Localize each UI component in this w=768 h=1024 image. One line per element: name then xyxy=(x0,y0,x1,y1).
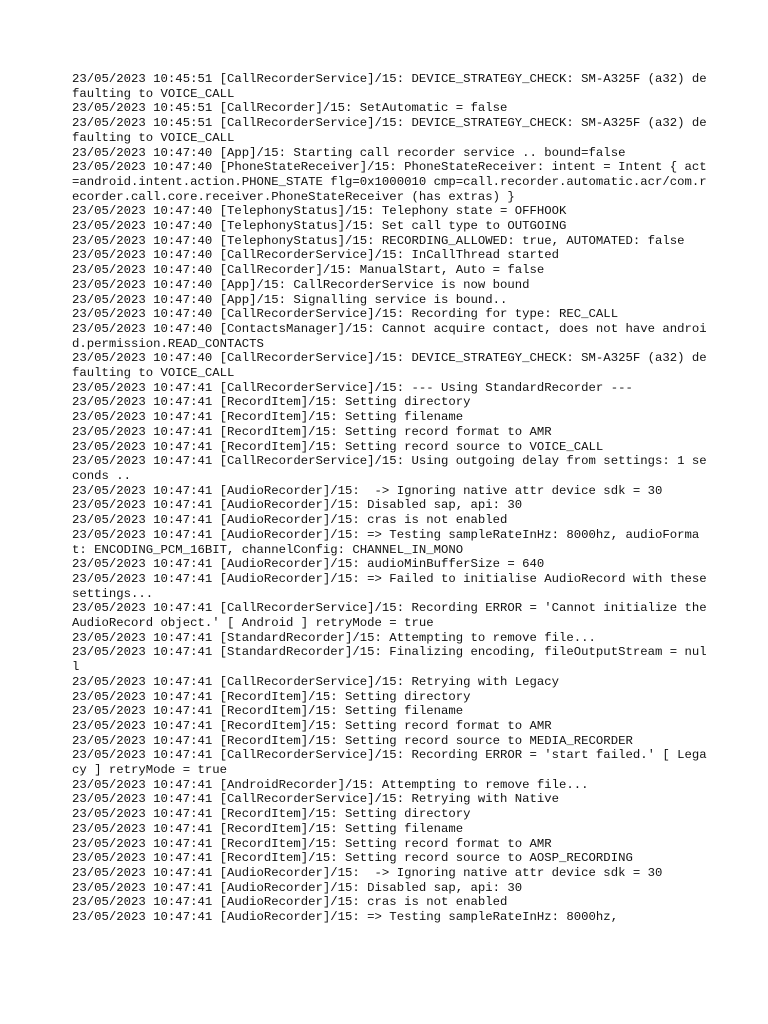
log-line: 23/05/2023 10:47:40 [TelephonyStatus]/15: Telephony state = OFFHOOK xyxy=(72,204,567,219)
log-line: 23/05/2023 10:47:40 [App]/15: Signalling service is bound.. xyxy=(72,292,508,307)
log-line: 23/05/2023 10:47:40 [TelephonyStatus]/15: Set call type to OUTGOING xyxy=(72,219,567,234)
log-line: 23/05/2023 10:47:41 [AudioRecorder]/15: cras is not enabled xyxy=(72,895,508,910)
log-line: 23/05/2023 10:47:41 [RecordItem]/15: Setting filename xyxy=(72,704,464,719)
log-line: 23/05/2023 10:47:40 [CallRecorderService]/15: DEVICE_STRATEGY_CHECK: SM-A325F (a32) defaulting to VOICE_CALL xyxy=(72,351,707,381)
log-line: 23/05/2023 10:47:40 [PhoneStateReceiver]/15: PhoneStateReceiver: intent = Intent { act=android.intent.action.PHONE_STATE flg=0x1000010 cmp=call.recorder.automatic.acr/com.recorder.call.core.receiver.PhoneStateReceiver (has extras) } xyxy=(72,160,707,204)
log-line: 23/05/2023 10:47:41 [AudioRecorder]/15: Disabled sap, api: 30 xyxy=(72,498,523,513)
log-line: 23/05/2023 10:45:51 [CallRecorderService]/15: DEVICE_STRATEGY_CHECK: SM-A325F (a32) defaulting to VOICE_CALL xyxy=(72,72,707,101)
log-line: 23/05/2023 10:47:41 [RecordItem]/15: Setting record source to VOICE_CALL xyxy=(72,439,604,454)
log-text-block xyxy=(72,72,715,925)
log-line: 23/05/2023 10:47:41 [RecordItem]/15: Setting directory xyxy=(72,395,471,410)
log-line: 23/05/2023 10:47:41 [RecordItem]/15: Setting record format to AMR xyxy=(72,424,552,439)
log-line: 23/05/2023 10:47:40 [CallRecorder]/15: ManualStart, Auto = false xyxy=(72,263,545,278)
log-line: 23/05/2023 10:47:40 [ContactsManager]/15: Cannot acquire contact, does not have android.permission.READ_CONTACTS xyxy=(72,321,707,351)
log-line: 23/05/2023 10:47:41 [RecordItem]/15: Setting record source to AOSP_RECORDING xyxy=(72,851,633,866)
log-line: 23/05/2023 10:45:51 [CallRecorderService]/15: DEVICE_STRATEGY_CHECK: SM-A325F (a32) defaulting to VOICE_CALL xyxy=(72,116,707,145)
log-line: 23/05/2023 10:47:41 [AudioRecorder]/15: audioMinBufferSize = 640 xyxy=(72,557,545,572)
log-line: 23/05/2023 10:47:41 [StandardRecorder]/15: Attempting to remove file... xyxy=(72,630,596,645)
log-line: 23/05/2023 10:47:41 [RecordItem]/15: Setting record format to AMR xyxy=(72,718,552,733)
log-line: 23/05/2023 10:47:41 [RecordItem]/15: Setting directory xyxy=(72,807,471,822)
log-line: 23/05/2023 10:47:41 [AudioRecorder]/15: => Testing sampleRateInHz: 8000hz, audioFormat: ENCODING_PCM_16BIT, channelConfig: CHANNEL_IN_MONO xyxy=(72,527,700,557)
log-line: 23/05/2023 10:47:41 [RecordItem]/15: Setting record format to AMR xyxy=(72,836,552,851)
log-line: 23/05/2023 10:47:41 [AudioRecorder]/15: cras is not enabled xyxy=(72,513,508,528)
log-line: 23/05/2023 10:47:41 [CallRecorderService]/15: Retrying with Legacy xyxy=(72,674,560,689)
log-line: 23/05/2023 10:47:40 [TelephonyStatus]/15: RECORDING_ALLOWED: true, AUTOMATED: false xyxy=(72,233,685,248)
log-line: 23/05/2023 10:47:41 [CallRecorderService]/15: --- Using StandardRecorder --- xyxy=(72,380,633,395)
log-line: 23/05/2023 10:47:41 [RecordItem]/15: Setting filename xyxy=(72,410,464,425)
log-line: 23/05/2023 10:47:41 [RecordItem]/15: Setting record source to MEDIA_RECORDER xyxy=(72,733,633,748)
log-line: 23/05/2023 10:47:41 [AudioRecorder]/15: => Failed to initialise AudioRecord with these settings... xyxy=(72,571,715,601)
log-line: 23/05/2023 10:47:41 [AudioRecorder]/15: -> Ignoring native attr device sdk = 30 xyxy=(72,483,663,498)
log-line: 23/05/2023 10:47:41 [RecordItem]/15: Setting directory xyxy=(72,689,471,704)
log-line: 23/05/2023 10:47:41 [CallRecorderService]/15: Retrying with Native xyxy=(72,792,560,807)
log-line: 23/05/2023 10:47:41 [StandardRecorder]/15: Finalizing encoding, fileOutputStream = null xyxy=(72,645,707,675)
log-line: 23/05/2023 10:47:41 [CallRecorderService]/15: Recording ERROR = 'Cannot initialize the AudioRecord object.' [ Android ] retryMode = true xyxy=(72,601,715,631)
log-line: 23/05/2023 10:47:41 [CallRecorderService]/15: Recording ERROR = 'start failed.' [ Legacy ] retryMode = true xyxy=(72,748,707,778)
log-line: 23/05/2023 10:47:40 [CallRecorderService]/15: InCallThread started xyxy=(72,248,560,263)
log-line: 23/05/2023 10:47:41 [CallRecorderService]/15: Using outgoing delay from settings: 1 seconds .. xyxy=(72,454,707,483)
log-line: 23/05/2023 10:47:41 [AudioRecorder]/15: -> Ignoring native attr device sdk = 30 xyxy=(72,865,663,880)
log-line: 23/05/2023 10:47:41 [AudioRecorder]/15: => Testing sampleRateInHz: 8000hz, xyxy=(72,910,619,925)
log-line: 23/05/2023 10:47:41 [AudioRecorder]/15: Disabled sap, api: 30 xyxy=(72,880,523,895)
log-line: 23/05/2023 10:47:40 [App]/15: CallRecorderService is now bound xyxy=(72,277,530,292)
log-line: 23/05/2023 10:47:40 [CallRecorderService]/15: Recording for type: REC_CALL xyxy=(72,307,619,322)
log-line: 23/05/2023 10:47:40 [App]/15: Starting call recorder service .. bound=false xyxy=(72,145,626,160)
log-line: 23/05/2023 10:47:41 [AndroidRecorder]/15: Attempting to remove file... xyxy=(72,777,589,792)
log-line: 23/05/2023 10:45:51 [CallRecorder]/15: SetAutomatic = false xyxy=(72,101,508,116)
log-line: 23/05/2023 10:47:41 [RecordItem]/15: Setting filename xyxy=(72,821,464,836)
